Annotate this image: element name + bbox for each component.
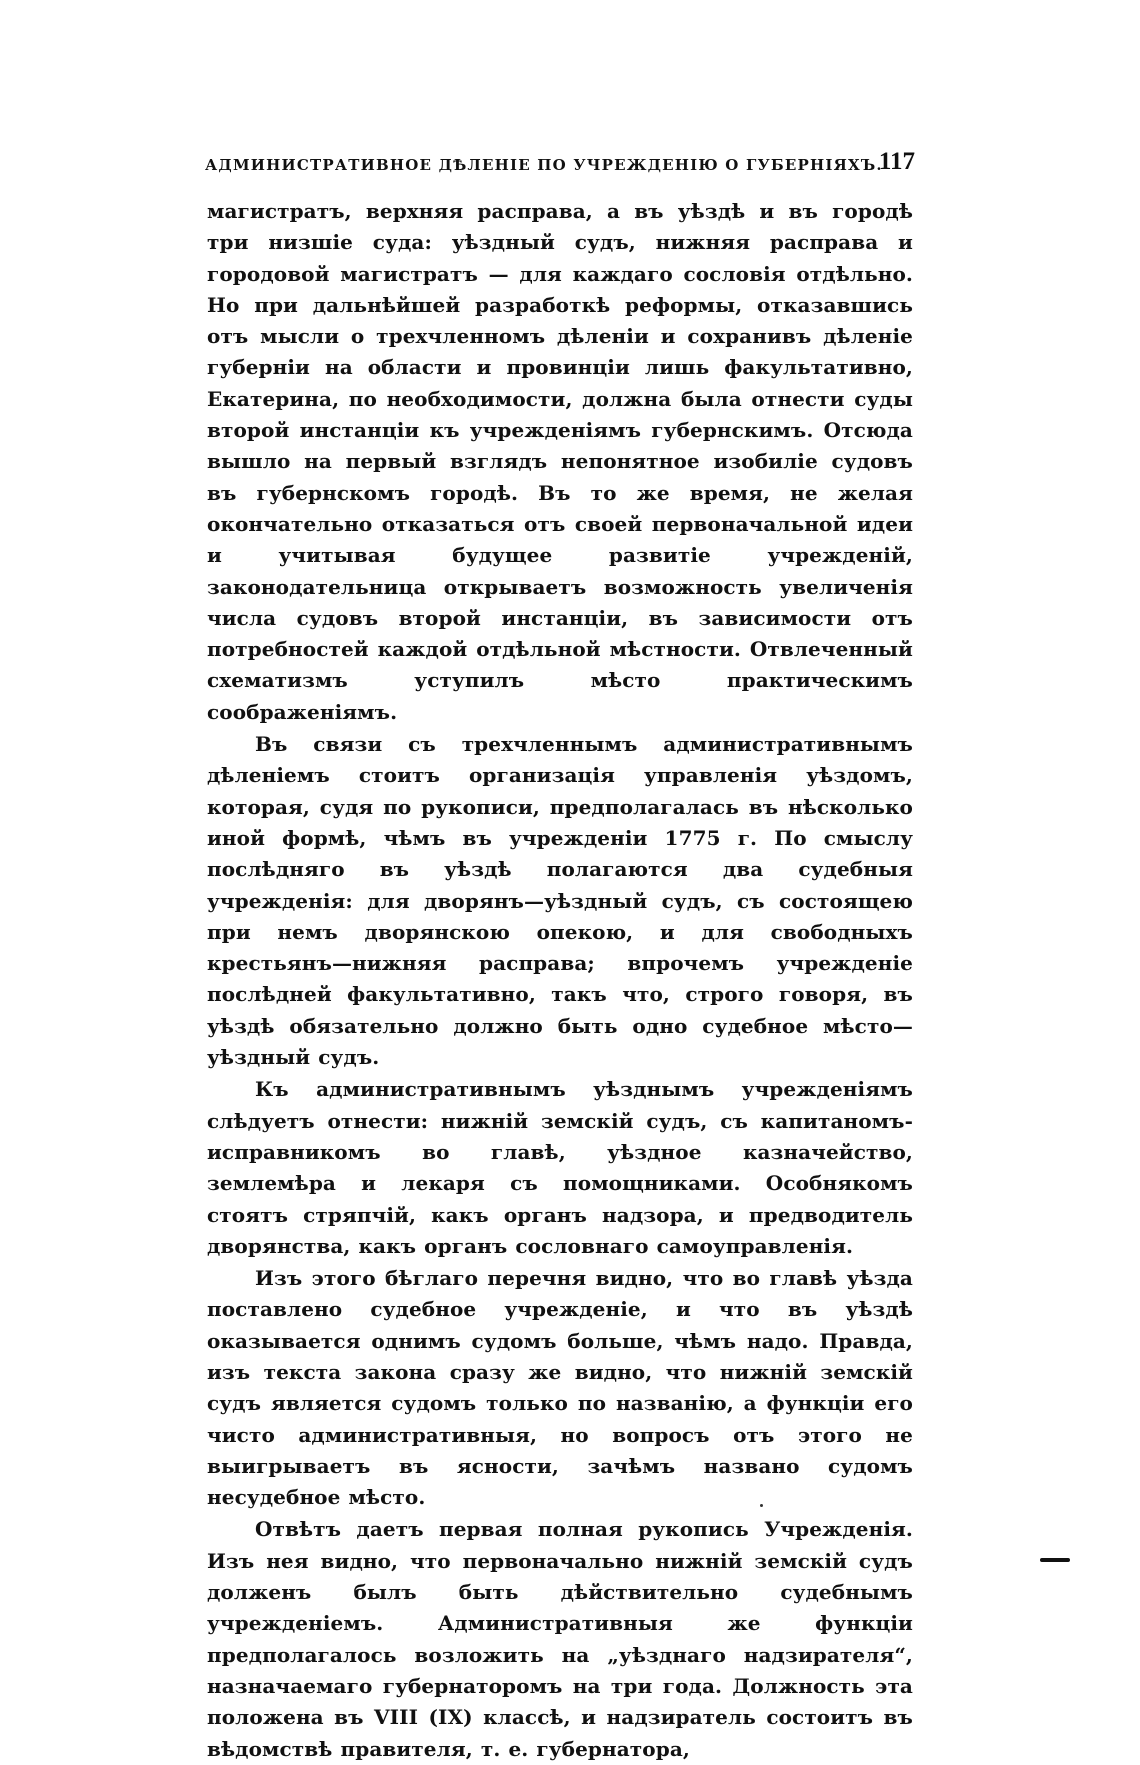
paragraph-brief-list: Изъ этого бѣглаго перечня видно, что во главѣ уѣзда поставлено судебное учрежденіе, и что въ уѣздѣ оказывается однимъ судомъ больше, чѣмъ надо. Правда, изъ текста закона сразу же видно, что нижній земскій судъ является судомъ только по названію, а функціи его чисто административныя, но вопросъ отъ этого не выигрываетъ въ ясности, зачѣмъ названо судомъ несудебное мѣсто. (207, 1266, 913, 1510)
page-number: 117 (878, 148, 915, 175)
running-head (205, 148, 915, 180)
body-text (207, 196, 913, 1765)
paragraph-administrative-institutions: Къ административнымъ уѣзднымъ учрежденіямъ слѣдуетъ отнести: нижній земскій судъ, съ капитаномъ-исправникомъ во главѣ, уѣздное казначейство, землемѣра и лекаря съ помощниками. Особнякомъ стоятъ стряпчій, какъ органъ надзора, и предводитель дворянства, какъ органъ сословнаго самоуправленія. (207, 1077, 913, 1258)
scan-edge-mark (1040, 1558, 1070, 1562)
paragraph-continued: магистратъ, верхняя расправа, а въ уѣздѣ и въ городѣ три низшіе суда: уѣздный судъ, нижняя расправа и городовой магистратъ — для каждаго сословія отдѣльно. Но при дальнѣйшей разработкѣ реформы, отказавшись отъ мысли о трехчленномъ дѣленіи и сохранивъ дѣленіе губерніи на области и провинціи лишь факультативно, Екатерина, по необходимости, должна была отнести суды второй инстанціи къ учрежденіямъ губернскимъ. Отсюда вышло на первый взглядъ непонятное изобиліе судовъ въ губернскомъ городѣ. Въ то же время, не желая окончательно отказаться отъ своей первоначальной идеи и учитывая будущее развитіе учрежденій, законодательница открываетъ возможность увеличенія числа судовъ второй инстанціи, въ зависимости отъ потребностей каждой отдѣльной мѣстности. Отвлеченный схематизмъ уступилъ мѣсто практическимъ соображеніямъ. (207, 199, 913, 724)
scan-speck (760, 1504, 763, 1507)
paragraph-manuscript-answer: Отвѣтъ даетъ первая полная рукопись Учрежденія. Изъ нея видно, что первоначально нижній земскій судъ долженъ былъ быть дѣйствительно судебнымъ учрежденіемъ. Административныя же функціи предполагалось возложить на „уѣзднаго надзирателя“, назначаемаго губернаторомъ на три года. Должность эта положена въ VIII (IX) классѣ, и надзиратель состоитъ въ вѣдомствѣ правителя, т. е. губернатора, (207, 1517, 913, 1761)
paragraph-uezd-organization: Въ связи съ трехчленнымъ административнымъ дѣленіемъ стоитъ организація управленія уѣздомъ, которая, судя по рукописи, предполагалась въ нѣсколько иной формѣ, чѣмъ въ учрежденіи 1775 г. По смыслу послѣдняго въ уѣздѣ полагаются два судебныя учрежденія: для дворянъ—уѣздный судъ, съ состоящею при немъ дворянскою опекою, и для свободныхъ крестьянъ—нижняя расправа; впрочемъ учрежденіе послѣдней факультативно, такъ что, строго говоря, въ уѣздѣ обязательно должно быть одно судебное мѣсто—уѣздный судъ. (207, 732, 913, 1070)
running-title: АДМИНИСТРАТИВНОЕ ДѢЛЕНІЕ ПО УЧРЕЖДЕНІЮ О ГУБЕРНІЯХЪ. (205, 156, 883, 174)
